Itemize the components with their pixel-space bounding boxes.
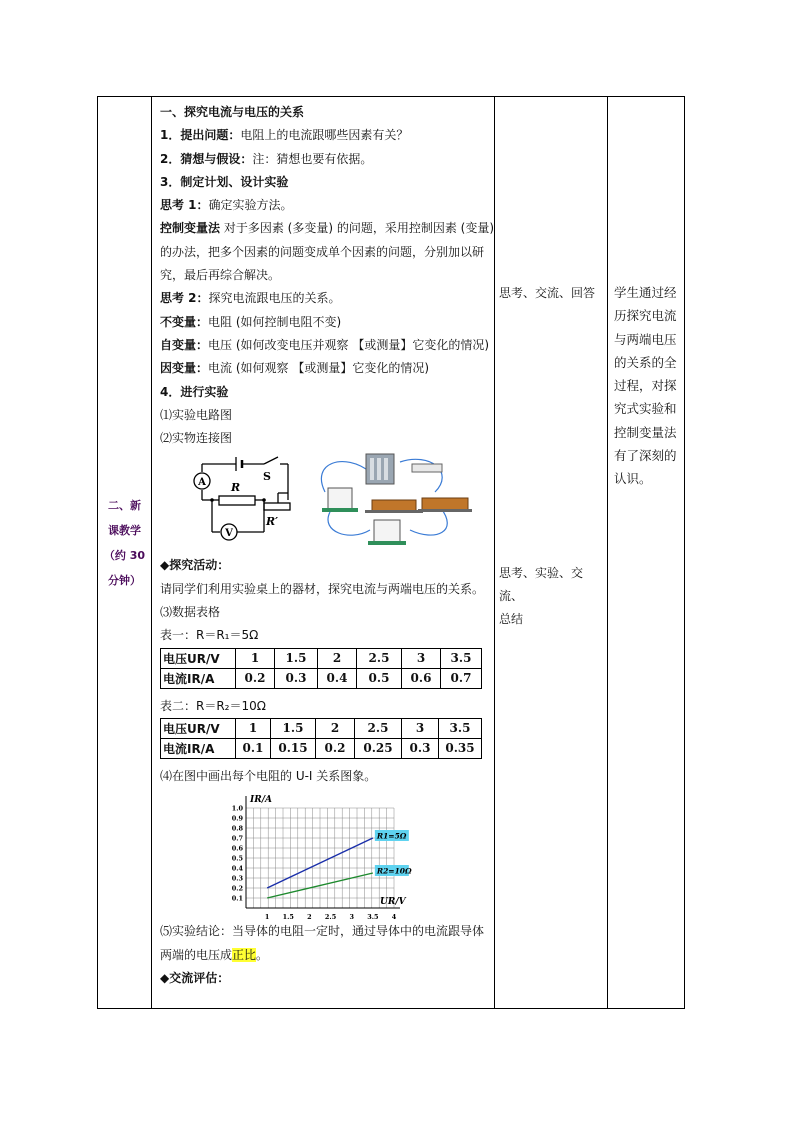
table-cell: 0.4 xyxy=(318,668,357,688)
question-4: 4．进行实验 xyxy=(160,384,229,399)
activity-2: 思考、实验、交流、 总结 xyxy=(499,566,584,626)
section-label: 二、新 课教学 （约 30 分钟） xyxy=(103,499,146,587)
table-row xyxy=(161,668,482,688)
data-table-1 xyxy=(160,648,482,689)
column-divider-3 xyxy=(607,97,608,1008)
step-5-cont: 两端的电压成正比。 xyxy=(160,947,269,962)
table1-caption: 表一：R＝R₁＝5Ω xyxy=(160,628,259,643)
table-cell: 1 xyxy=(236,648,275,668)
lesson-table xyxy=(97,96,685,1009)
main-content xyxy=(160,101,495,990)
activity-1: 思考、交流、回答 xyxy=(499,286,596,300)
ui-chart xyxy=(160,790,490,920)
y-tick-label: 0.8 xyxy=(231,824,243,833)
switch-label: S xyxy=(263,470,271,484)
table-cell: 0.25 xyxy=(355,738,402,758)
evaluation: ◆交流评估： xyxy=(160,970,230,985)
x-axis-label: UR/V xyxy=(380,897,406,908)
table-row xyxy=(161,718,482,738)
table-header: 电压UR/V xyxy=(161,648,236,668)
step-1: ⑴实验电路图 xyxy=(160,407,233,422)
table-cell: 2.5 xyxy=(355,718,402,738)
constant-variable: 不变量：电阻 (如何控制电阻不变) xyxy=(160,314,342,329)
y-tick-label: 0.2 xyxy=(231,884,243,893)
y-tick-label: 0.5 xyxy=(231,854,243,863)
think-2: 思考 2：探究电流跟电压的关系。 xyxy=(160,291,341,306)
x-tick-label: 4 xyxy=(391,913,397,921)
table-cell: 1.5 xyxy=(275,648,318,668)
y-axis-label: IR/A xyxy=(250,795,272,806)
diagrams xyxy=(160,452,490,552)
table-cell: 0.15 xyxy=(271,738,316,758)
circuit-diagram xyxy=(160,452,490,552)
table-cell: 2.5 xyxy=(357,648,402,668)
table-cell: 0.7 xyxy=(441,668,482,688)
rheostat-label: R′ xyxy=(266,515,279,529)
table-row xyxy=(161,738,482,758)
voltmeter-label: V xyxy=(225,528,233,540)
activity: ◆探究活动： xyxy=(160,558,230,573)
control-variable-method: 控制变量法 对于多因素 (多变量) 的问题，采用控制因素 (变量) xyxy=(160,221,495,236)
x-tick-label: 3.5 xyxy=(367,913,379,921)
step-2: ⑵实物连接图 xyxy=(160,431,233,446)
y-tick-label: 1.0 xyxy=(231,804,243,813)
table-cell: 2 xyxy=(318,648,357,668)
column-divider-1 xyxy=(151,97,152,1008)
table-cell: 3 xyxy=(402,648,441,668)
design-intent: 学生通过经 历探究电流 与两端电压 的关系的全 过程，对探 究式实验和 控制变量法 有了深刻的 认识。 xyxy=(614,285,677,487)
y-tick-label: 0.9 xyxy=(231,814,243,823)
heading: 一、探究电流与电压的关系 xyxy=(160,105,305,119)
table-cell: 0.6 xyxy=(402,668,441,688)
y-tick-label: 0.1 xyxy=(231,894,243,903)
series-label: R2=10Ω xyxy=(376,866,412,876)
table-row xyxy=(161,648,482,668)
table-cell: 0.5 xyxy=(357,668,402,688)
y-tick-label: 0.6 xyxy=(231,844,243,853)
apparatus-illustration xyxy=(321,454,472,545)
table-cell: 0.3 xyxy=(402,738,439,758)
resistor-label: R xyxy=(231,481,241,495)
step-5: ⑸实验结论：当导体的电阻一定时，通过导体中的电流跟导体 xyxy=(160,924,485,939)
table-header: 电压UR/V xyxy=(161,718,236,738)
question-3: 3．制定计划、设计实验 xyxy=(160,174,289,189)
table-cell: 0.3 xyxy=(275,668,318,688)
y-tick-label: 0.4 xyxy=(231,864,243,873)
table-cell: 3.5 xyxy=(439,718,482,738)
table-header: 电流IR/A xyxy=(161,668,236,688)
table-cell: 3.5 xyxy=(441,648,482,668)
series-label: R1=5Ω xyxy=(376,831,407,841)
table-cell: 1 xyxy=(236,718,271,738)
table-cell: 0.2 xyxy=(236,668,275,688)
x-tick-label: 1 xyxy=(264,913,270,921)
x-tick-label: 3 xyxy=(349,913,354,921)
y-tick-label: 0.3 xyxy=(231,874,243,883)
table-cell: 0.35 xyxy=(439,738,482,758)
question-1: 1．提出问题：电阻上的电流跟哪些因素有关？ xyxy=(160,128,409,143)
table-cell: 3 xyxy=(402,718,439,738)
x-tick-label: 1.5 xyxy=(282,913,294,921)
highlight-answer: 正比 xyxy=(232,947,257,962)
think-1: 思考 1：确定实验方法。 xyxy=(160,198,293,213)
independent-variable: 自变量：电压 (如何改变电压并观察 【或测量】它变化的情况) xyxy=(160,337,490,352)
dependent-variable: 因变量：电流 (如何观察 【或测量】它变化的情况) xyxy=(160,361,430,376)
table-cell: 0.2 xyxy=(316,738,355,758)
table-header: 电流IR/A xyxy=(161,738,236,758)
y-tick-label: 0.7 xyxy=(231,834,243,843)
table-cell: 0.1 xyxy=(236,738,271,758)
table-cell: 2 xyxy=(316,718,355,738)
control-variable-text-2: 的办法，把多个因素的问题变成单个因素的问题，分别加以研 xyxy=(160,244,485,259)
step-3: ⑶数据表格 xyxy=(160,605,221,620)
x-tick-label: 2 xyxy=(307,913,312,921)
ammeter-label: A xyxy=(198,477,206,489)
x-tick-label: 2.5 xyxy=(324,913,337,921)
step-4: ⑷在图中画出每个电阻的 U-I 关系图象。 xyxy=(160,768,377,783)
table-cell: 1.5 xyxy=(271,718,316,738)
question-2: 2．猜想与假设：注：猜想也要有依据。 xyxy=(160,151,373,166)
control-variable-text-3: 究，最后再综合解决。 xyxy=(160,268,281,283)
column-divider-2 xyxy=(494,97,495,1008)
table2-caption: 表二：R＝R₂＝10Ω xyxy=(160,698,266,713)
data-table-2 xyxy=(160,718,482,759)
activity-text: 请同学们利用实验桌上的器材，探究电流与两端电压的关系。 xyxy=(160,581,485,596)
